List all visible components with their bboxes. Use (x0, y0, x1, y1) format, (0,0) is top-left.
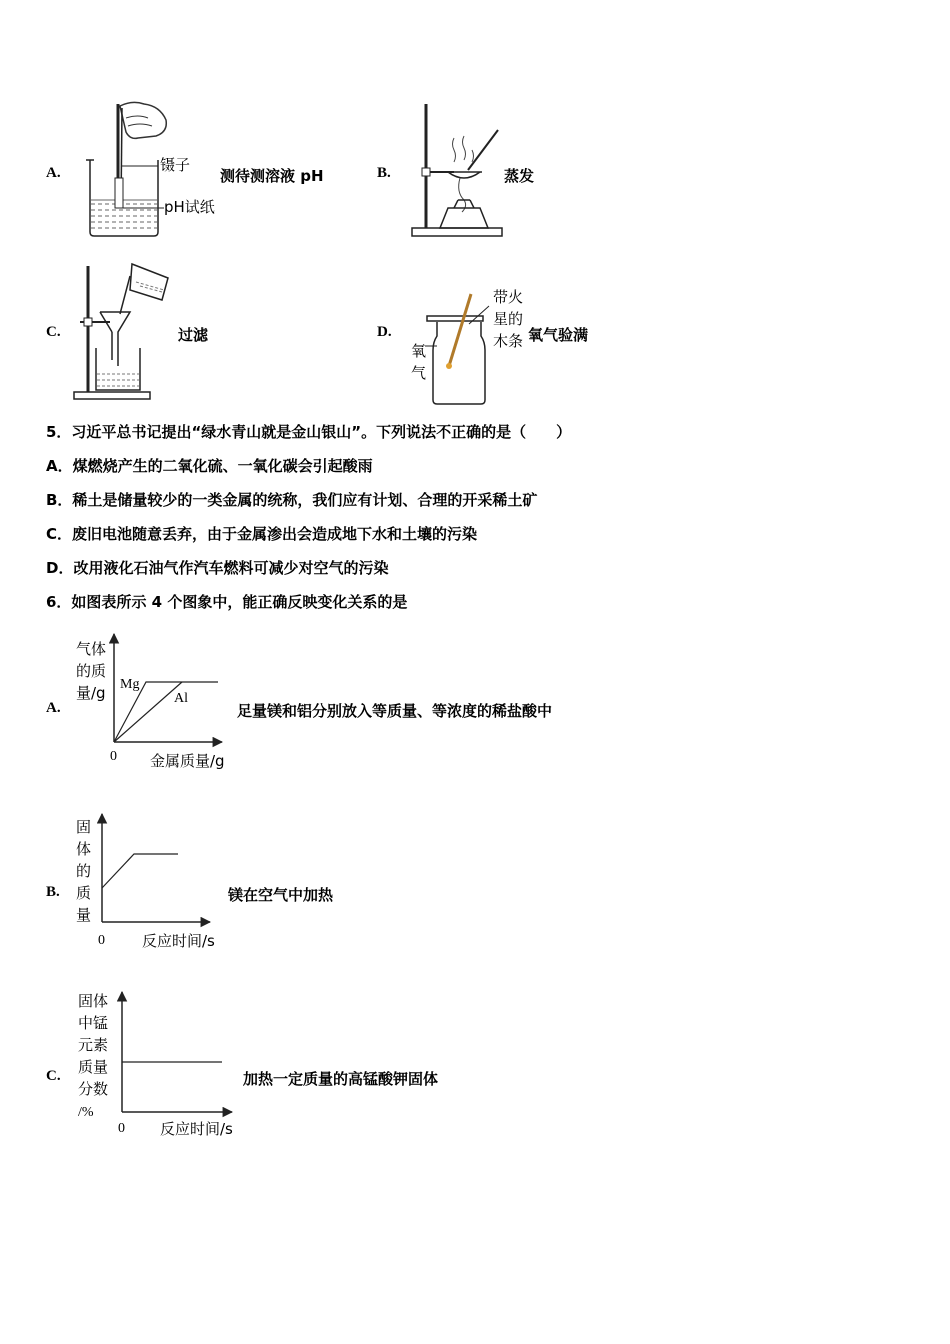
q4-option-c-letter: C. (46, 324, 61, 340)
hand-icon (120, 102, 166, 138)
graph-c-xlabel: 反应时间/s (160, 1120, 233, 1138)
graph-c-ylabel-4: 质量 (78, 1058, 109, 1076)
label-gas-line1: 氧 (411, 342, 427, 360)
ph-test-diagram (82, 98, 222, 240)
graph-b-line (102, 854, 178, 888)
q6-stem: 6．如图表所示 4 个图象中，能正确反映变化关系的是 (46, 593, 408, 611)
graph-c-ylabel-5: 分数 (78, 1080, 109, 1098)
graph-c-origin: 0 (118, 1121, 125, 1136)
graph-b-ylabel-1: 固 (76, 818, 92, 836)
q4-option-b-letter: B. (377, 165, 391, 181)
oxygen-test-diagram (405, 284, 535, 408)
graph-a-origin: 0 (110, 749, 117, 764)
graph-b-xlabel: 反应时间/s (142, 932, 215, 950)
graph-b-ylabel-5: 量 (76, 906, 92, 924)
graph-a-xlabel: 金属质量/g (150, 752, 225, 770)
graph-a-ylabel-1: 气体 (76, 640, 107, 658)
graph-c-ylabel-1: 固体 (78, 992, 109, 1010)
graph-c-ylabel-6: /% (78, 1105, 94, 1120)
label-stick-line1: 带火 (493, 288, 524, 306)
evaporation-diagram (408, 100, 508, 242)
q5-option-c: C．废旧电池随意丢弃，由于金属渗出会造成地下水和土壤的污染 (46, 525, 478, 543)
filtration-diagram (70, 256, 182, 402)
q4-option-c-caption: 过滤 (178, 326, 209, 344)
graph-a (72, 630, 236, 774)
graph-b-ylabel-3: 的 (76, 862, 92, 880)
label-gas-line2: 气 (411, 364, 427, 382)
graph-c-ylabel-2: 中锰 (78, 1014, 109, 1032)
graph-b-ylabel-4: 质 (76, 884, 92, 902)
q5-option-b: B．稀土是储量较少的一类金属的统称，我们应有计划、合理的开采稀土矿 (46, 491, 538, 509)
q4-option-a-letter: A. (46, 165, 61, 181)
graph-c-ylabel-3: 元素 (78, 1036, 109, 1054)
q6-option-a-letter: A. (46, 700, 61, 716)
q6-option-c-letter: C. (46, 1068, 61, 1084)
label-stick-line2: 星的 (493, 310, 524, 328)
spark-icon (446, 363, 452, 369)
graph-a-ylabel-2: 的质 (76, 662, 107, 680)
graph-b-ylabel-2: 体 (76, 840, 92, 858)
graph-c (76, 986, 246, 1140)
graph-a-ylabel-3: 量/g (76, 684, 106, 702)
series-mg-label: Mg (120, 677, 140, 692)
graph-b-origin: 0 (98, 933, 105, 948)
label-stick-line3: 木条 (493, 332, 524, 350)
q6-option-b-letter: B. (46, 884, 60, 900)
q5-option-d: D．改用液化石油气作汽车燃料可减少对空气的污染 (46, 559, 389, 577)
beaker (90, 160, 158, 236)
q6-option-c-caption: 加热一定质量的高锰酸钾固体 (243, 1070, 439, 1088)
series-al-label: Al (174, 691, 188, 706)
graph-b (72, 810, 232, 954)
q6-option-a-caption: 足量镁和铝分别放入等质量、等浓度的稀盐酸中 (237, 702, 553, 720)
q4-option-a-caption: 测待测溶液 pH (220, 167, 324, 185)
q5-option-a: A．煤燃烧产生的二氧化硫、一氧化碳会引起酸雨 (46, 457, 373, 475)
q4-option-d-letter: D. (377, 324, 392, 340)
q5-stem: 5．习近平总书记提出“绿水青山就是金山银山”。下列说法不正确的是（ ） (46, 423, 572, 441)
q4-option-d-caption: 氧气验满 (528, 326, 589, 344)
label-ph-paper: pH试纸 (164, 198, 215, 216)
label-tweezers: 镊子 (160, 156, 191, 174)
q6-option-b-caption: 镁在空气中加热 (228, 886, 334, 904)
q4-option-b-caption: 蒸发 (504, 167, 535, 185)
